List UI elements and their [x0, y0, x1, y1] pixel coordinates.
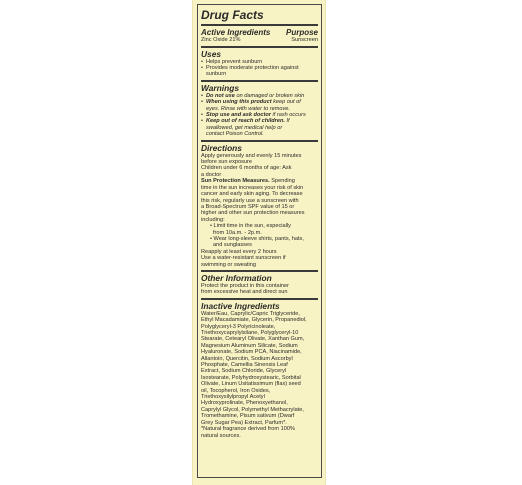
directions-section — [201, 144, 318, 272]
purpose-heading: Purpose — [285, 28, 318, 37]
inactive-ingredients-heading: Inactive Ingredients — [201, 300, 280, 311]
other-information-section — [201, 274, 318, 300]
inactive-ingredients-line: Ethyl Macadamiate, Glycerin, Propanediol, — [201, 317, 307, 324]
directions-line: this risk, regularly use a sunscreen with — [201, 197, 299, 204]
other-information-heading: Other Information — [201, 272, 272, 283]
inactive-ingredients-line: Extract, Sodium Chloride, Glyceryl — [201, 368, 287, 375]
warnings-section — [201, 84, 318, 142]
inactive-ingredients-line: Tromethamine, Pisum sativum (Dwarf — [201, 413, 295, 420]
inactive-ingredients-line: Olivate, Linum Usitatissimum (flax) seed — [201, 381, 301, 388]
warning-item-continued: eyes. Rinse with water to remove. — [206, 105, 290, 112]
inactive-ingredients-line: Grey Sugar Pea) Extract, Parfum*. — [201, 419, 287, 426]
uses-item-continued: sunburn — [206, 71, 227, 78]
drug-facts-box — [197, 4, 322, 478]
warning-item: • Stop use and ask doctor if rash occurs — [201, 112, 306, 119]
directions-line: Children under 6 months of age: Ask — [201, 165, 292, 172]
uses-item: • Helps prevent sunburn — [201, 58, 263, 65]
active-ingredient: Zinc Oxide 21% — [201, 37, 241, 43]
inactive-ingredients-line: Isostearate, Polyhydroxystearic, Sorbital — [201, 374, 301, 381]
uses-item: • Provides moderate protection against — [201, 65, 299, 71]
active-ingredients-header — [201, 28, 318, 37]
inactive-ingredients-line: Triethoxysilylpropyl Acetyl — [201, 394, 265, 401]
inactive-ingredients-line: oil, Tocopherol, Iron Oxides, — [201, 387, 271, 394]
inactive-ingredients-line: *Natural fragrance derived from 100% — [201, 426, 295, 433]
inactive-ingredients-line: Hydroxyprolinate, Phenoxyethanol, — [201, 400, 288, 407]
inactive-ingredients-line: Water/Eau, Caprylic/Capric Triglyceride, — [201, 310, 300, 317]
directions-bullet-continued: and sunglasses — [213, 242, 252, 249]
uses-section — [201, 50, 318, 82]
inactive-ingredients-line: Stearate, Cetearyl Olivate, Xanthan Gum, — [201, 336, 305, 343]
inactive-ingredients-section — [201, 302, 318, 441]
directions-bullet: • Limit time in the sun, especially — [210, 223, 291, 230]
directions-line: a Broad-Spectrum SPF value of 15 or — [201, 203, 295, 210]
warning-item: • Keep out of reach of children. If — [201, 118, 290, 125]
directions-line: time in the sun increases your risk of skin — [201, 184, 304, 191]
directions-line: Reapply at least every 2 hours — [201, 248, 277, 255]
directions-line: higher and other sun protection measures — [201, 210, 305, 217]
drug-facts-panel — [192, 0, 326, 485]
inactive-ingredients-line: natural sources. — [201, 432, 241, 439]
warning-item: • Do not use on damaged or broken skin — [201, 92, 305, 99]
inactive-ingredients-line: Caprylyl Glycol, Polymethyl Methacrylate, — [201, 406, 304, 413]
warnings-heading: Warnings — [201, 82, 240, 93]
directions-line: a doctor — [201, 171, 222, 178]
warning-item-continued: contact Poison Control. — [206, 131, 264, 138]
inactive-ingredients-line: Phosphate, Camellia Sinensis Leaf — [201, 362, 288, 369]
inactive-ingredients-line: Magnesium Aluminum Silicate, Sodium — [201, 342, 298, 349]
active-ingredient-row — [201, 37, 318, 48]
other-information-line: from excessive heat and direct sun — [201, 289, 288, 296]
directions-line: including: — [201, 216, 225, 223]
inactive-ingredients-line: Allantoin, Quercitin, Sodium Ascorbyl — [201, 355, 293, 362]
uses-heading: Uses — [201, 48, 222, 59]
directions-line: Sun Protection Measures. Spending — [201, 178, 295, 185]
directions-line: Apply generously and evenly 15 minutes — [201, 152, 302, 159]
purpose-value: Sunscreen — [291, 37, 318, 43]
inactive-ingredients-line: Hyaluronate, Sodium PCA, Niacinamide, — [201, 349, 302, 356]
other-information-line: Protect the product in this container — [201, 282, 289, 289]
inactive-ingredients-line: Polyglyceryl-3 Polyricinoleate, — [201, 323, 276, 330]
directions-line: cancer and early skin aging. To decrease — [201, 191, 303, 198]
drug-facts-title: Drug Facts — [201, 5, 318, 26]
inactive-ingredients-line: Triethoxycaprylylsilane, Polyglyceryl-10 — [201, 330, 299, 336]
directions-line: swimming or sweating — [201, 261, 257, 268]
directions-heading: Directions — [201, 142, 242, 153]
active-ingredients-heading: Active Ingredients — [201, 28, 271, 37]
warning-item-continued: swallowed, get medical help or — [206, 124, 283, 131]
warning-item: • When using this product keep out of — [201, 99, 301, 106]
directions-bullet-continued: from 10a.m. - 2p.m. — [213, 229, 262, 236]
directions-line: before sun exposure — [201, 159, 252, 166]
directions-bullet: • Wear long-sleeve shirts, pants, hats, — [210, 235, 304, 242]
directions-line: Use a water-resistant sunscreen if — [201, 255, 286, 262]
